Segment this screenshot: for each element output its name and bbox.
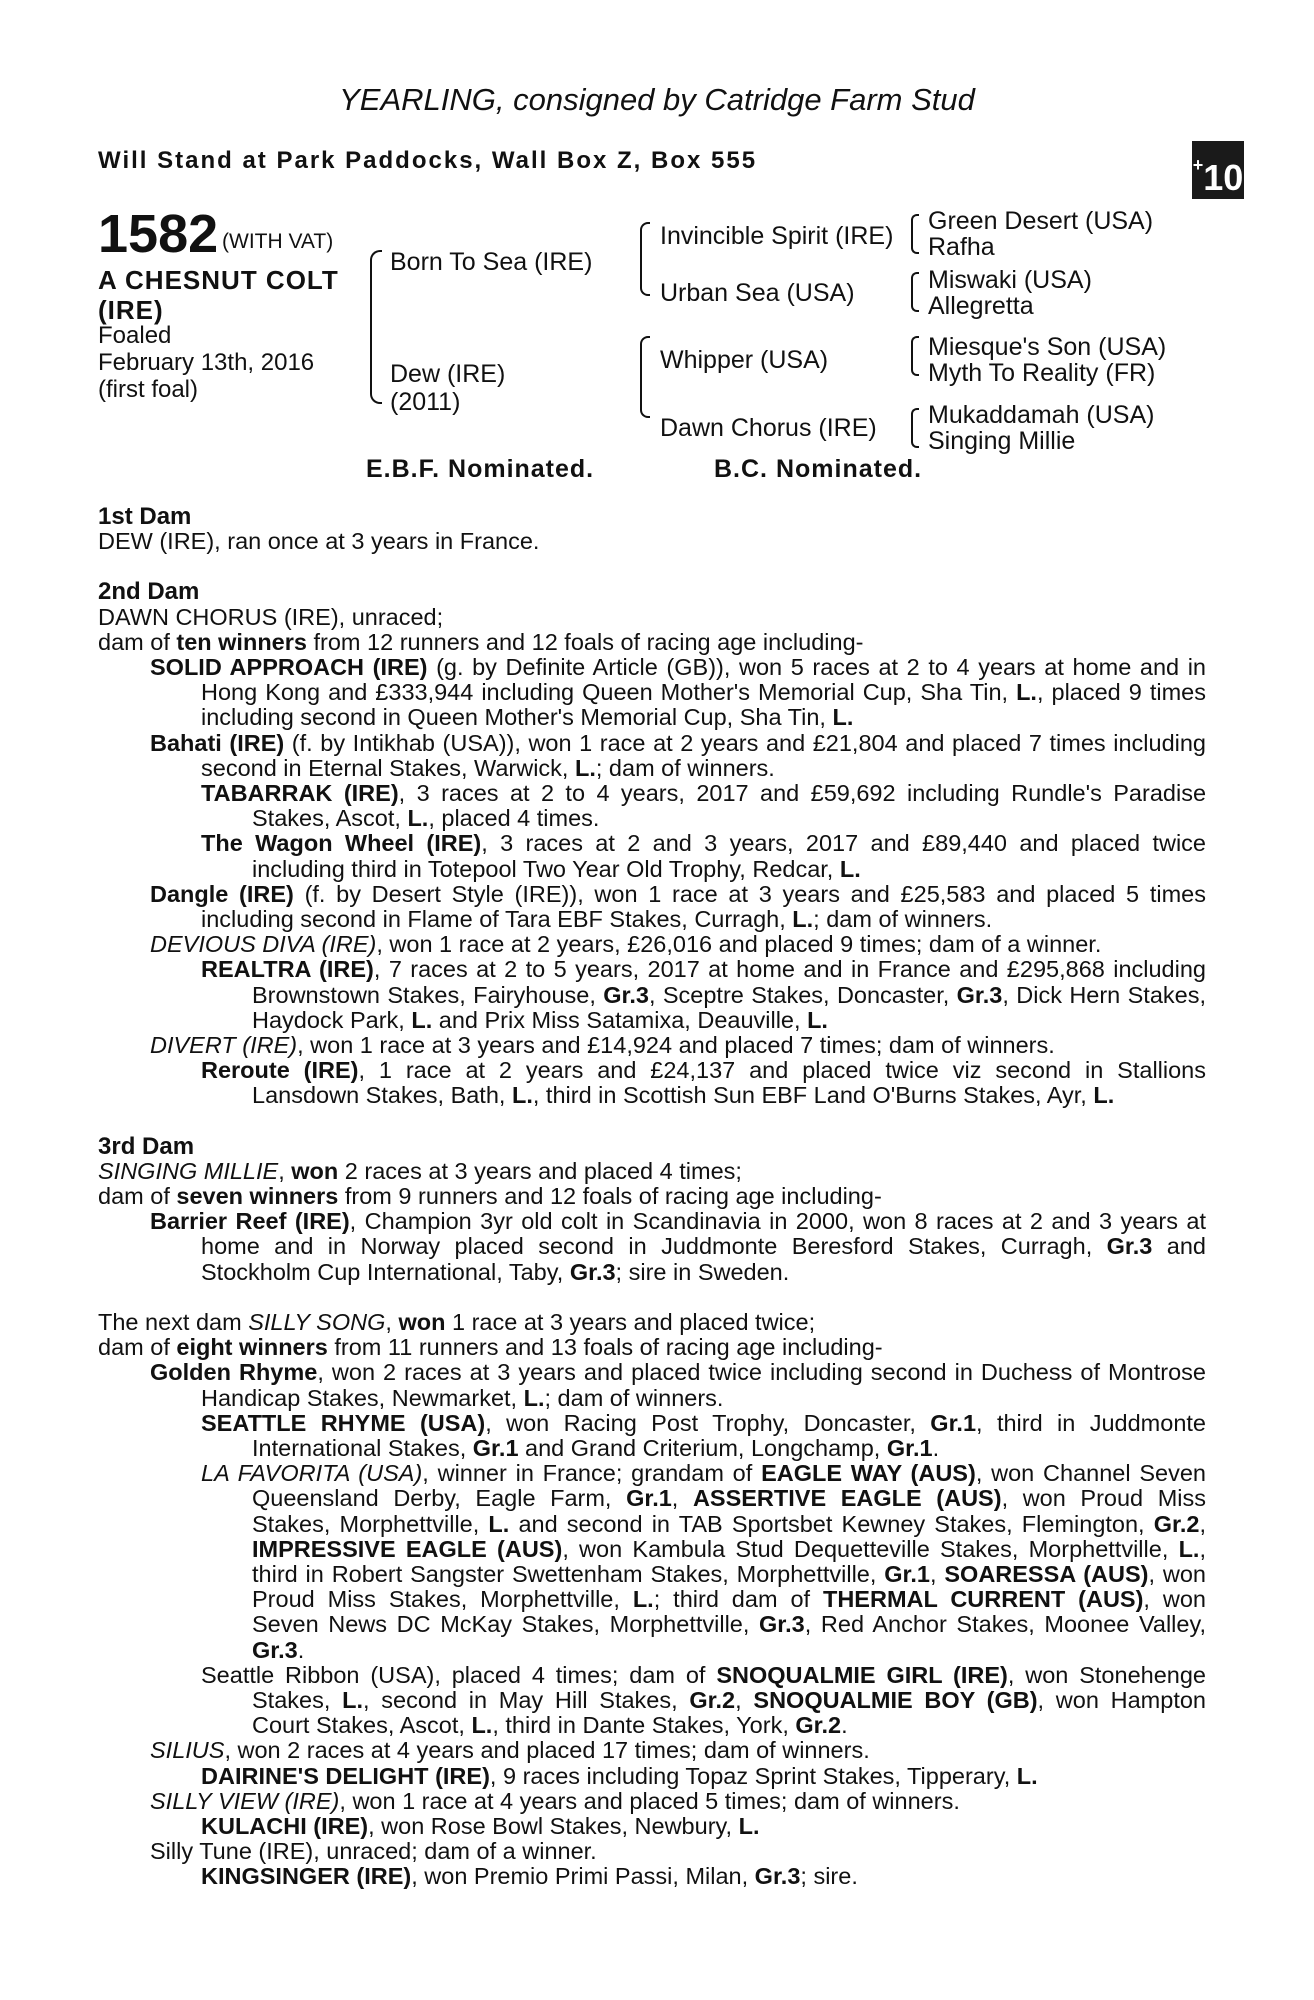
third-dam-intro: SINGING MILLIE, won 2 races at 3 years and placed 4 times; — [98, 1157, 742, 1184]
foaled-label: Foaled — [98, 322, 172, 349]
next-dam-entry-la-favorita: LA FAVORITA (USA), winner in France; grandam of EAGLE WAY (AUS), won Channel Seven Queensland Derby, Eagle Farm, Gr.1, ASSERTIVE EAGLE (AUS), won Proud Miss Stakes, Morphettville, L. and second in TAB Sportsbet Kewney Stakes, Flemington, Gr.2, IMPRESSIVE EAGLE (AUS), won Kambula Stud Dequetteville Stakes, Morphettville, L., third in Robert Sangster Swettenham Stakes, Morphettville, Gr.1, SOARESSA (AUS), won Proud Miss Stakes, Morphettville, L.; third dam of THERMAL CURRENT (AUS), won Seven News DC McKay Stakes, Morphettville, Gr.3, Red Anchor Stakes, Moonee Valley, Gr.3. — [201, 1460, 1207, 1663]
lot-badge — [1192, 141, 1244, 199]
pedigree-dam: Dew (IRE) — [390, 360, 506, 388]
first-dam-title: 1st Dam — [98, 503, 192, 530]
pedigree-dam-dam: Dawn Chorus (IRE) — [660, 414, 877, 442]
pedigree-brace-ds — [911, 336, 919, 376]
pedigree-brace-dam — [640, 336, 650, 418]
consignment-heading: YEARLING, consigned by Catridge Farm Stud — [339, 82, 975, 117]
pedigree-sds: Miswaki (USA) — [928, 266, 1092, 294]
foaled-date: February 13th, 2016 — [98, 349, 315, 376]
third-dam-title: 3rd Dam — [98, 1132, 195, 1160]
next-dam-entry-silly-view: SILLY VIEW (IRE), won 1 race at 4 years and placed 5 times; dam of winners. — [150, 1787, 960, 1814]
pedigree-dss: Miesque's Son (USA) — [928, 333, 1167, 361]
second-dam-entry-divert: DIVERT (IRE), won 1 race at 3 years and £14,924 and placed 7 times; dam of winners. — [150, 1032, 1055, 1059]
pedigree-dam-sire: Whipper (USA) — [660, 346, 829, 374]
next-dam-entry-kulachi: KULACHI (IRE), won Rose Bowl Stakes, Newbury, L. — [201, 1812, 760, 1839]
next-dam-entry-silly-tune: Silly Tune (IRE), unraced; dam of a winner. — [150, 1838, 597, 1865]
pedigree-sire-sire: Invincible Spirit (IRE) — [660, 222, 894, 250]
second-dam-entry-tabarrak: TABARRAK (IRE), 3 races at 2 to 4 years, 2017 and £59,692 including Rundle's Paradise Stakes, Ascot, L., placed 4 times. — [201, 780, 1207, 832]
second-dam-entry-bahati: Bahati (IRE) (f. by Intikhab (USA)), won 1 race at 2 years and £21,804 and placed 7 times including second in Eternal Stakes, Warwick, L.; dam of winners. — [150, 729, 1206, 781]
pedigree-brace-sd — [911, 272, 919, 312]
badge-number: 10 — [1203, 157, 1244, 198]
pedigree-sire: Born To Sea (IRE) — [390, 248, 593, 276]
foaled-note: (first foal) — [98, 376, 199, 403]
next-dam-entry-seattle-ribbon: Seattle Ribbon (USA), placed 4 times; dam of SNOQUALMIE GIRL (IRE), won Stonehenge Stakes, L., second in May Hill Stakes, Gr.2, SNOQUALMIE BOY (GB), won Hampton Court Stakes, Ascot, L., third in Dante Stakes, York, Gr.2. — [201, 1661, 1206, 1739]
pedigree-brace-sire — [640, 222, 650, 296]
third-dam-entry-barrier-reef: Barrier Reef (IRE), Champion 3yr old colt in Scandinavia in 2000, won 8 races at 2 and 3 years at home and in Norway placed second in Juddmonte Beresford Stakes, Curragh, Gr.3 and Stockholm Cup International, Taby, Gr.3; sire in Sweden. — [150, 1208, 1206, 1285]
second-dam-entry-wagon-wheel: The Wagon Wheel (IRE), 3 races at 2 and 3 years, 2017 and £89,440 and placed twice including third in Totepool Two Year Old Trophy, Redcar, L. — [201, 830, 1206, 882]
pedigree-ddd: Singing Millie — [928, 427, 1076, 455]
badge-plus: + — [1192, 155, 1204, 175]
pedigree-brace-main — [370, 250, 382, 404]
pedigree-sdd: Allegretta — [928, 292, 1034, 320]
second-dam-entry-realtra: REALTRA (IRE), 7 races at 2 to 5 years, 2017 at home and in France and £295,868 including Brownstown Stakes, Fairyhouse, Gr.3, Sceptre Stakes, Doncaster, Gr.3, Dick Hern Stakes, Haydock Park, L. and Prix Miss Satamixa, Deauville, L. — [201, 956, 1206, 1033]
lot-description — [98, 265, 339, 325]
next-dam-intro: The next dam SILLY SONG, won 1 race at 3 years and placed twice; — [98, 1308, 816, 1335]
second-dam-entry-solid-approach: SOLID APPROACH (IRE) (g. by Definite Article (GB)), won 5 races at 2 to 4 years at home and in Hong Kong and £333,944 including Queen Mother's Memorial Cup, Sha Tin, L., placed 9 times including second in Queen Mother's Memorial Cup, Sha Tin, L. — [150, 654, 1206, 731]
second-dam-intro: DAWN CHORUS (IRE), unraced; — [98, 603, 444, 630]
next-dam-entry-seattle-rhyme: SEATTLE RHYME (USA), won Racing Post Trophy, Doncaster, Gr.1, third in Juddmonte International Stakes, Gr.1 and Grand Criterium, Longchamp, Gr.1. — [201, 1409, 1206, 1461]
second-dam-entry-dangle: Dangle (IRE) (f. by Desert Style (IRE)), won 1 race at 3 years and £25,583 and placed 5 times including second in Flame of Tara EBF Stakes, Curragh, L.; dam of winners. — [150, 880, 1206, 933]
pedigree-sire-dam: Urban Sea (USA) — [660, 279, 855, 307]
second-dam-summary: dam of ten winners from 12 runners and 12 foals of racing age including- — [98, 628, 864, 655]
lot-number: 1582 — [98, 204, 219, 264]
next-dam-entry-golden-rhyme: Golden Rhyme, won 2 races at 3 years and placed twice including second in Duchess of Montrose Handicap Stakes, Newmarket, L.; dam of winners. — [150, 1359, 1206, 1411]
pedigree-dam-year: (2011) — [390, 388, 461, 416]
next-dam-entry-silius: SILIUS, won 2 races at 4 years and placed 17 times; dam of winners. — [150, 1737, 870, 1764]
third-dam-summary: dam of seven winners from 9 runners and 12 foals of racing age including- — [98, 1183, 882, 1210]
next-dam-entry-dairines-delight: DAIRINE'S DELIGHT (IRE), 9 races including Topaz Sprint Stakes, Tipperary, L. — [201, 1762, 1038, 1789]
ebf-nominated: E.B.F. Nominated. — [366, 455, 595, 483]
pedigree-dds: Mukaddamah (USA) — [928, 401, 1155, 429]
next-dam-summary: dam of eight winners from 11 runners and 13 foals of racing age including- — [98, 1334, 883, 1361]
foaled-info — [98, 322, 314, 403]
vat-label: (WITH VAT) — [222, 230, 334, 253]
lot-desc-line2: (IRE) — [98, 295, 164, 325]
lot-desc-line1: A CHESNUT COLT — [98, 265, 339, 295]
first-dam-text: DEW (IRE), ran once at 3 years in France. — [98, 528, 540, 555]
catalogue-body — [98, 504, 1206, 1890]
second-dam-entry-reroute: Reroute (IRE), 1 race at 2 years and £24,137 and placed twice viz second in Stallions Lansdown Stakes, Bath, L., third in Scottish Sun EBF Land O'Burns Stakes, Ayr, L. — [201, 1057, 1206, 1109]
pedigree-dsd: Myth To Reality (FR) — [928, 359, 1156, 387]
next-dam-entry-kingsinger: KINGSINGER (IRE), won Premio Primi Passi, Milan, Gr.3; sire. — [201, 1863, 858, 1890]
pedigree-brace-dd — [911, 408, 919, 448]
stand-location: Will Stand at Park Paddocks, Wall Box Z, Box 555 — [98, 147, 758, 174]
pedigree-brace-ss — [911, 214, 919, 254]
bc-nominated: B.C. Nominated. — [714, 455, 923, 483]
second-dam-entry-devious-diva: DEVIOUS DIVA (IRE), won 1 race at 2 years, £26,016 and placed 9 times; dam of a winner. — [150, 931, 1102, 958]
second-dam-title: 2nd Dam — [98, 578, 200, 606]
pedigree-sss: Green Desert (USA) — [928, 207, 1154, 235]
pedigree-ssd: Rafha — [928, 233, 995, 261]
